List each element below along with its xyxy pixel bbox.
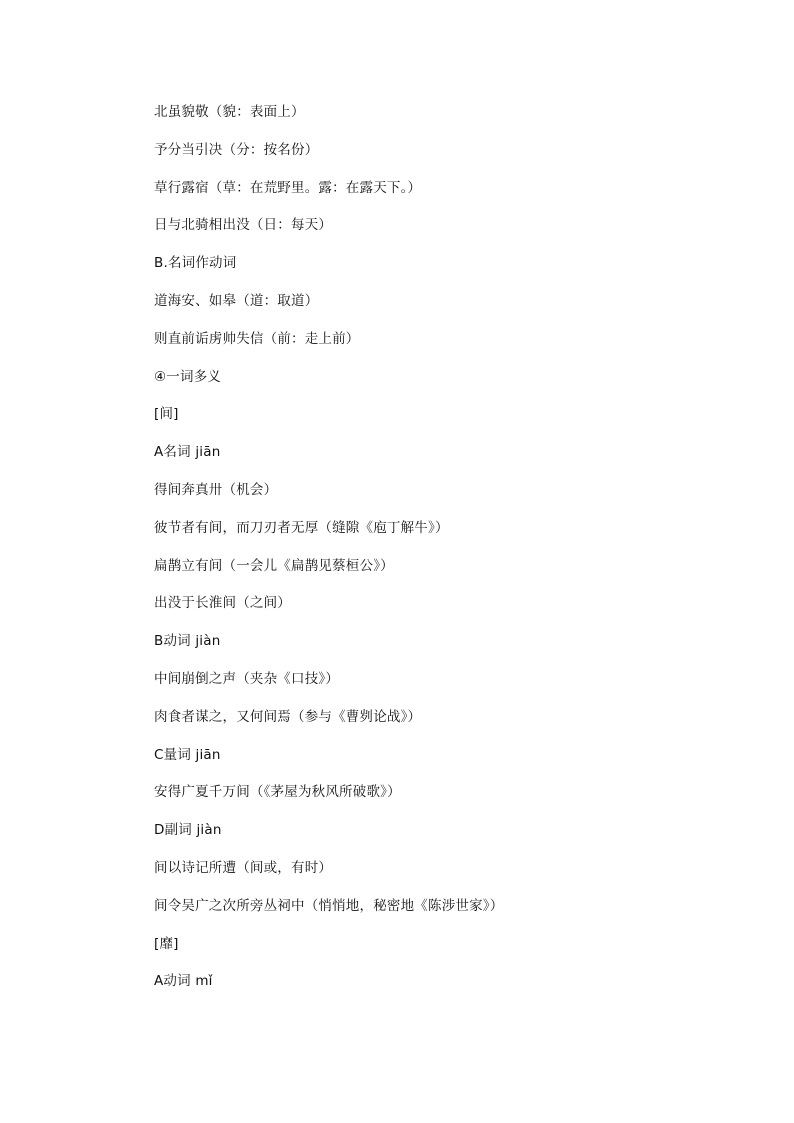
sense-heading: C量词 jiān <box>154 746 221 763</box>
text-line: 彼节者有间，而刀刃者无厚（缝隙《庖丁解牛》） <box>154 519 449 536</box>
text-line: 扁鹊立有间（一会儿《扁鹊见蔡桓公》） <box>154 557 394 574</box>
section-heading: B.名词作动词 <box>154 255 237 272</box>
term-heading: [间] <box>154 406 179 423</box>
text-line: 予分当引决（分：按名份） <box>154 141 319 158</box>
text-line: 则直前诟虏帅失信（前：走上前） <box>154 330 360 347</box>
text-line: 间以诗记所遭（间或，有时） <box>154 859 333 876</box>
text-line: 肉食者谋之，又何间焉（参与《曹刿论战》） <box>154 708 422 725</box>
text-line: 中间崩倒之声（夹杂《口技》） <box>154 670 340 687</box>
text-line: 得间奔真卅（机会） <box>154 481 278 498</box>
sense-heading: D副词 jiàn <box>154 822 222 839</box>
sense-heading: B动词 jiàn <box>154 633 221 650</box>
text-line: 安得广夏千万间（《茅屋为秋风所破歌》） <box>154 784 401 801</box>
text-line: 出没于长淮间（之间） <box>154 595 291 612</box>
text-line: 北虽貌敬（貌：表面上） <box>154 104 305 120</box>
text-line: 草行露宿（草：在荒野里。露：在露天下。） <box>154 179 422 196</box>
sense-heading: A名词 jiān <box>154 444 221 461</box>
document-body <box>154 101 754 1008</box>
term-heading: [靡] <box>154 935 179 952</box>
sense-heading: A动词 mǐ <box>154 973 213 990</box>
text-line: 日与北骑相出没（日：每天） <box>154 217 333 234</box>
text-line: 道海安、如皋（道：取道） <box>154 292 319 309</box>
section-heading: ④一词多义 <box>154 368 222 385</box>
text-line: 间令吴广之次所旁丛祠中（悄悄地，秘密地《陈涉世家》） <box>154 897 504 914</box>
